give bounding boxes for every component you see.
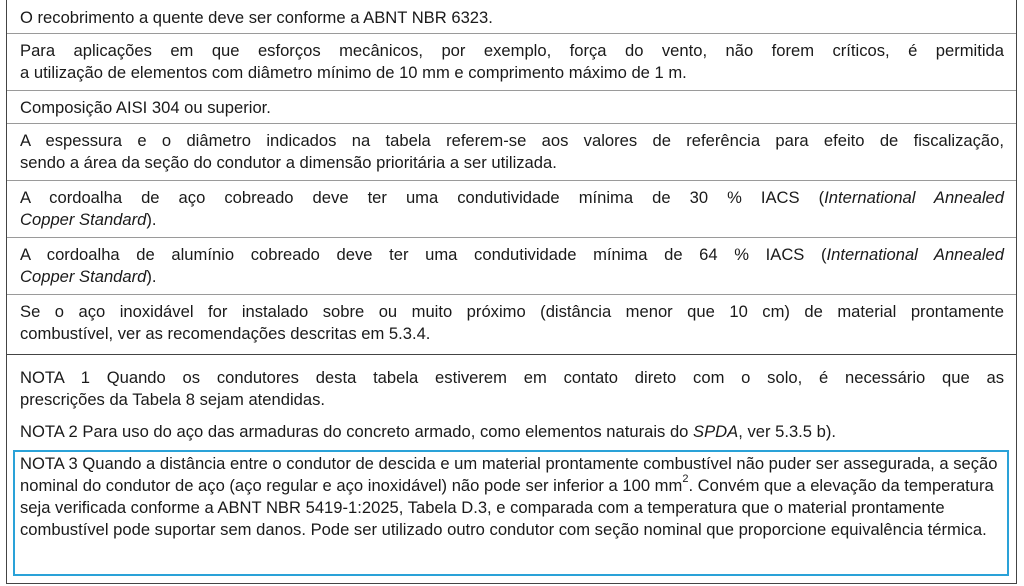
note-3 [15,453,1007,541]
footnote-text: A cordoalha de alumínio cobreado deve ter uma condutividade mínima de 64 % IACS (International Annealed [20,245,1004,264]
footnote-copper-clad-aluminium [7,238,1016,295]
table-footnotes-frame [6,0,1017,584]
footnote-text: a utilização de elementos com diâmetro mínimo de 10 mm e comprimento máximo de 1 m. [20,63,687,82]
footnote-text: combustível, ver as recomendações descritas em 5.3.4. [20,324,431,343]
footnote-copper-clad-steel [7,181,1016,238]
footnotes-section [7,0,1016,355]
footnote-text: A cordoalha de aço cobreado deve ter uma condutividade mínima de 30 % IACS (International Annealed [20,188,1005,207]
note-3-highlight-box [13,450,1009,576]
footnote-text: A espessura e o diâmetro indicados na tabela referem-se aos valores de referência para efeito de fiscalização, [20,131,1004,150]
note-text: NOTA 3 Quando a distância entre o condutor de descida e um material prontamente combustível não puder [20,454,812,473]
note-text: a 100 $mm^2$. Convém que a elevação da temperatura seja verificada conforme a ABNT NBR 5419-1:2025, [20,473,994,517]
footnote-text: Composição AISI 304 ou superior. [20,98,271,117]
note-text: ser assegurada, a seção nominal do condutor de aço (aço regular e aço inoxidável) não pode ser inferior [20,454,998,495]
footnote-galvanizing [7,0,1016,34]
footnote-thickness [7,124,1016,181]
notes-section [7,355,1016,584]
note-1 [7,367,1016,417]
note-text: prescrições da Tabela 8 sejam atendidas. [20,390,326,409]
note-text: NOTA 2 Para uso do aço das armaduras do concreto armado, como elementos naturais do SPDA, ver 5.3.5 b). [20,422,836,441]
footnote-aisi [7,91,1016,124]
note-text: danos. Pode ser utilizado outro condutor com seção nominal que proporcione equivalência térmica. [256,520,987,539]
footnote-text: Copper Standard). [20,267,157,286]
footnote-text: Copper Standard). [20,210,157,229]
footnote-text: O recobrimento a quente deve ser conforme a ABNT NBR 6323. [20,8,493,27]
note-text: Tabela D.3, e comparada com a temperatura que o material prontamente combustível pode suportar sem [20,498,945,539]
footnote-text: Para aplicações em que esforços mecânicos, por exemplo, força do vento, não forem críticos, é permitida [20,41,1004,60]
footnote-text: sendo a área da seção do condutor a dimensão prioritária a ser utilizada. [20,153,557,172]
footnote-stainless-steel [7,295,1016,353]
footnote-text: Se o aço inoxidável for instalado sobre ou muito próximo (distância menor que 10 cm) de material prontamente [20,302,1004,321]
footnote-mechanical-stress [7,34,1016,91]
note-2 [7,421,1016,445]
note-text: NOTA 1 Quando os condutores desta tabela estiverem em contato direto com o solo, é necessário que as [20,368,1004,387]
